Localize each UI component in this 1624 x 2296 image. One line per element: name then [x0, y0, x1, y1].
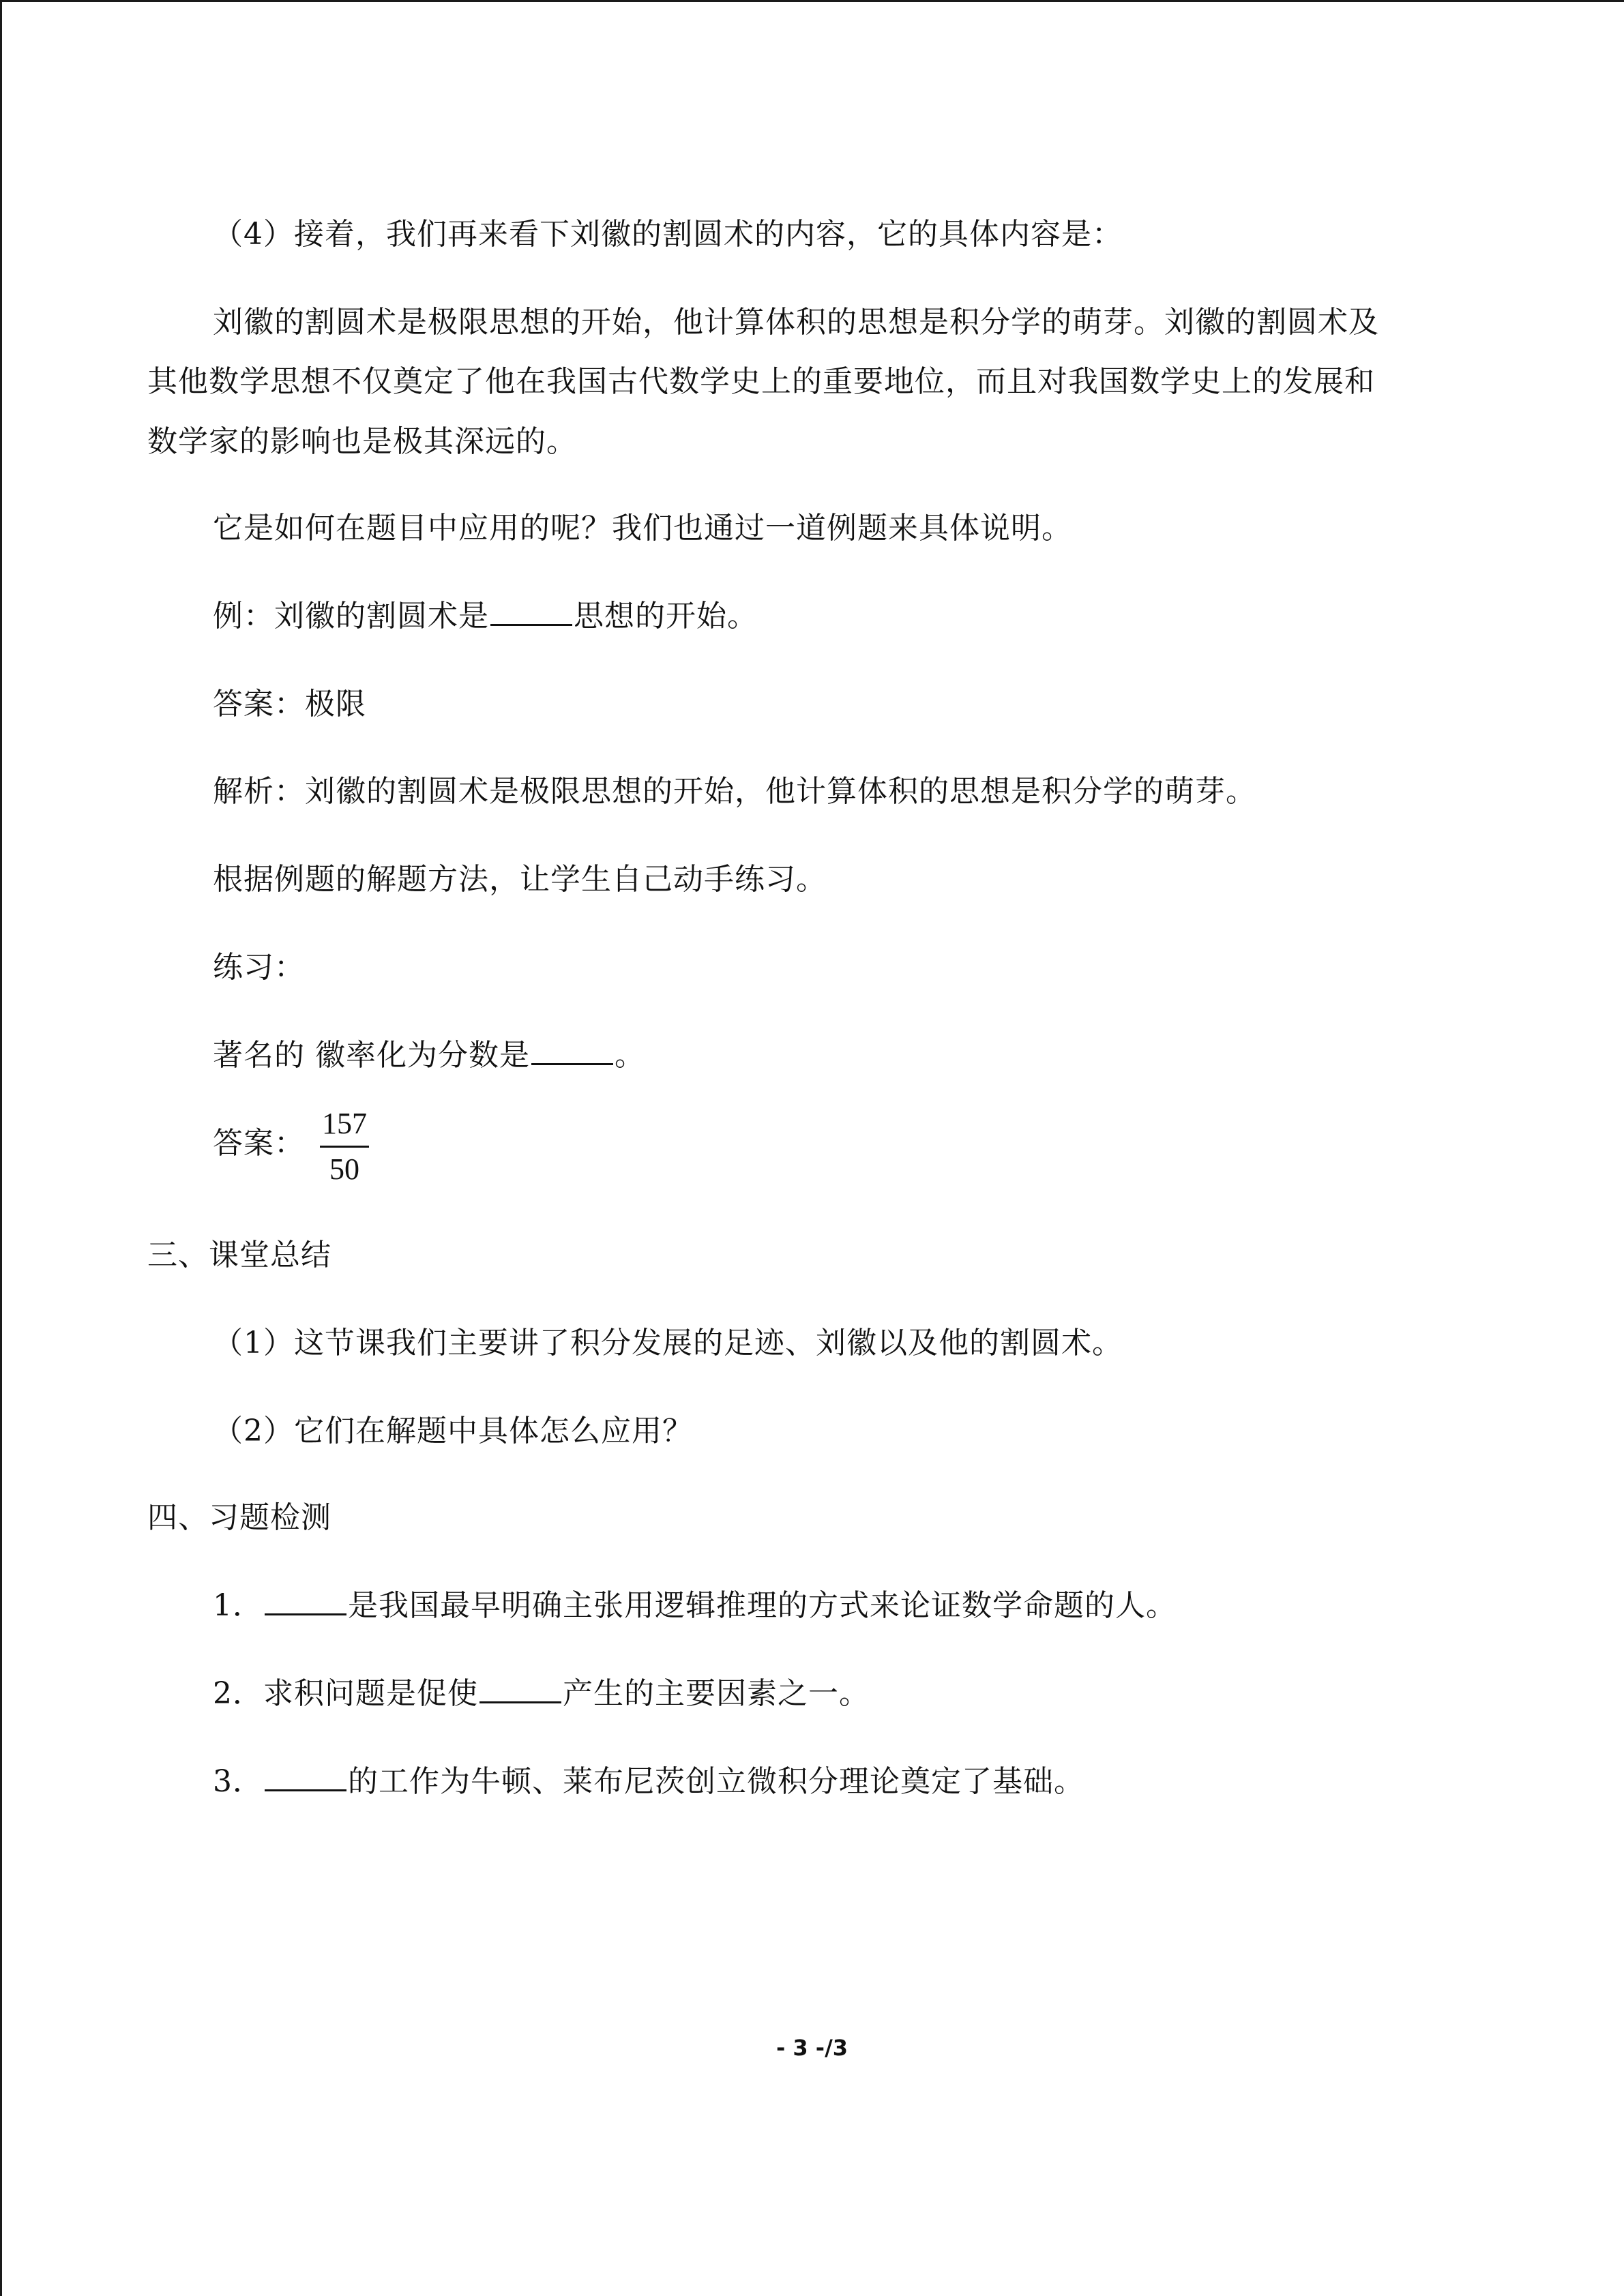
fill-blank [265, 1586, 346, 1615]
example-analysis: 解析：刘徽的割圆术是极限思想的开始，他计算体积的思想是积分学的萌芽。 [213, 774, 1256, 809]
question-text: 的工作为牛顿、莱布尼茨创立微积分理论奠定了基础。 [348, 1764, 1084, 1799]
practice-prefix: 著名的 徽率化为分数是 [213, 1038, 530, 1073]
exercise-question-2 [213, 1673, 870, 1714]
page-number: - 3 -/3 [776, 2035, 848, 2061]
fill-blank [531, 1036, 613, 1065]
paragraph-line: 其他数学思想不仅奠定了他在我国古代数学史上的重要地位，而且对我国数学史上的发展和 [147, 364, 1375, 399]
question-text: 是我国最早明确主张用逻辑推理的方式来论证数学命题的人。 [348, 1588, 1177, 1623]
question-text: 产生的主要因素之一。 [563, 1676, 870, 1711]
summary-item-2: （2）它们在解题中具体怎么应用？ [213, 1414, 693, 1448]
example-question [213, 596, 758, 637]
answer-fraction [317, 1105, 372, 1189]
fraction-denominator: 50 [329, 1152, 359, 1186]
fill-blank [265, 1762, 346, 1791]
example-suffix: 思想的开始。 [574, 599, 758, 633]
example-prefix: 例：刘徽的割圆术是 [213, 599, 489, 633]
practice-question [213, 1035, 645, 1076]
section-heading-summary: 三、课堂总结 [147, 1238, 331, 1272]
exercise-question-1 [213, 1585, 1177, 1626]
paragraph-line: 数学家的影响也是极其深远的。 [147, 424, 577, 459]
transition-text: 它是如何在题目中应用的呢？我们也通过一道例题来具体说明。 [213, 511, 1072, 546]
paragraph-line: 刘徽的割圆术是极限思想的开始，他计算体积的思想是积分学的萌芽。刘徽的割圆术及 [213, 305, 1379, 340]
fraction-numerator: 157 [322, 1107, 367, 1140]
paragraph-heading-4: （4）接着，我们再来看下刘徽的割圆术的内容，它的具体内容是： [213, 217, 1123, 252]
practice-label: 练习： [213, 950, 305, 985]
example-answer: 答案：极限 [213, 687, 366, 721]
question-number: 1． [213, 1588, 263, 1623]
section-heading-exercises: 四、习题检测 [147, 1500, 331, 1535]
exercise-question-3 [213, 1761, 1084, 1802]
fraction-bar [320, 1146, 369, 1148]
fill-blank [490, 597, 572, 626]
practice-answer-label: 答案： [213, 1126, 305, 1161]
summary-item-1: （1）这节课我们主要讲了积分发展的足迹、刘徽以及他的割圆术。 [213, 1326, 1123, 1360]
fill-blank [479, 1674, 561, 1703]
question-text: 2．求积问题是促使 [213, 1676, 478, 1711]
practice-intro: 根据例题的解题方法，让学生自己动手练习。 [213, 862, 827, 897]
question-number: 3． [213, 1764, 263, 1799]
practice-suffix: 。 [615, 1038, 645, 1073]
